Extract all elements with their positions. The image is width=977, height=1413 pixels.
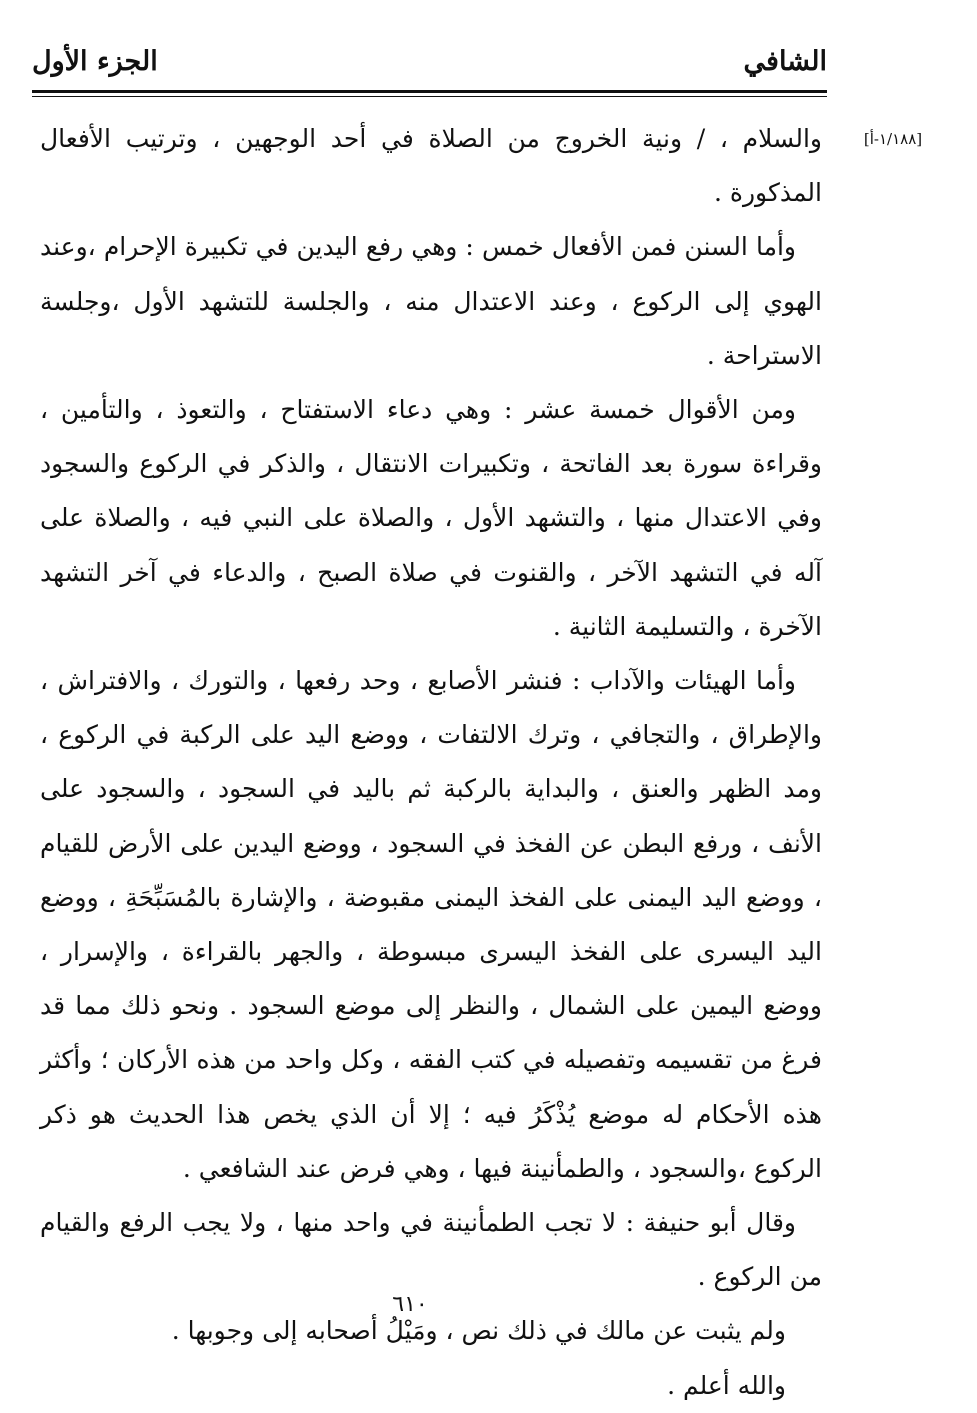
paragraph: ومن الأقوال خمسة عشر : وهي دعاء الاستفتاح ، والتعوذ ، والتأمين ، وقراءة سورة بعد الفاتحة ، وتكبيرات الانتقال ، والذكر في الركوع والسجود وفي الاعتدال منها ، والتشهد الأول ، والصلاة على النبي فيه ، والصلاة على آله في التشهد الآخر ، والقنوت في صلاة الصبح ، والدعاء في آخر التشهد الآخرة ، والتسليمة الثانية . bbox=[40, 395, 822, 641]
paragraph: وأما السنن فمن الأفعال خمس : وهي رفع اليدين في تكبيرة الإحرام ،وعند الهوي إلى الركوع ، وعند الاعتدال منه ، والجلسة للتشهد الأول ،وجلسة الاستراحة . bbox=[40, 232, 822, 370]
margin-manuscript-reference: [١/١٨٨-أ] bbox=[863, 130, 923, 148]
paragraph: ولم يثبت عن مالك في ذلك نص ، ومَيْلُ أصحابه إلى وجوبها . bbox=[171, 1316, 786, 1346]
body-text bbox=[40, 112, 822, 1413]
running-header-book-title: الشافي bbox=[743, 46, 827, 77]
header-rule-thin bbox=[32, 96, 827, 97]
paragraph: والله أعلم . bbox=[667, 1370, 786, 1400]
paragraph: وقال أبو حنيفة : لا تجب الطمأنينة في واحد منها ، ولا يجب الرفع والقيام من الركوع . bbox=[40, 1208, 822, 1292]
paragraph: وأما الهيئات والآداب : فنشر الأصابع ، وحد رفعها ، والتورك ، والافتراش ، والإطراق ، والتجافي ، وترك الالتفات ، ووضع اليد على الركبة في الركوع ، ومد الظهر والعنق ، والبداية بالركبة ثم باليد في السجود ، والسجود على الأنف ، ورفع البطن عن الفخذ في السجود ، ووضع اليدين على الأرض للقيام ، ووضع اليد اليمنى على الفخذ اليمنى مقبوضة ، والإشارة بالمُسَبِّحَةِ ، ووضع اليد اليسرى على الفخذ اليسرى مبسوطة ، والجهر بالقراءة ، والإسرار ، ووضع اليمين على الشمال ، والنظر إلى موضع السجود . ونحو ذلك مما قد فرغ من تقسيمه وتفصيله في كتب الفقه ، وكل واحد من هذه الأركان ؛ وأكثر هذه الأحكام له موضع يُذْكَرُ فيه ؛ إلا أن الذي يخص هذا الحديث هو ذكر الركوع ،والسجود ، والطمأنينة فيها ، وهي فرض عند الشافعي . bbox=[40, 666, 822, 1183]
header-rule-thick bbox=[32, 90, 827, 93]
running-header-volume: الجزء الأول bbox=[32, 46, 158, 77]
page-number: ٦١٠ bbox=[392, 1292, 428, 1317]
paragraph: والسلام ، / ونية الخروج من الصلاة في أحد الوجهين ، وترتيب الأفعال المذكورة . bbox=[40, 124, 822, 208]
